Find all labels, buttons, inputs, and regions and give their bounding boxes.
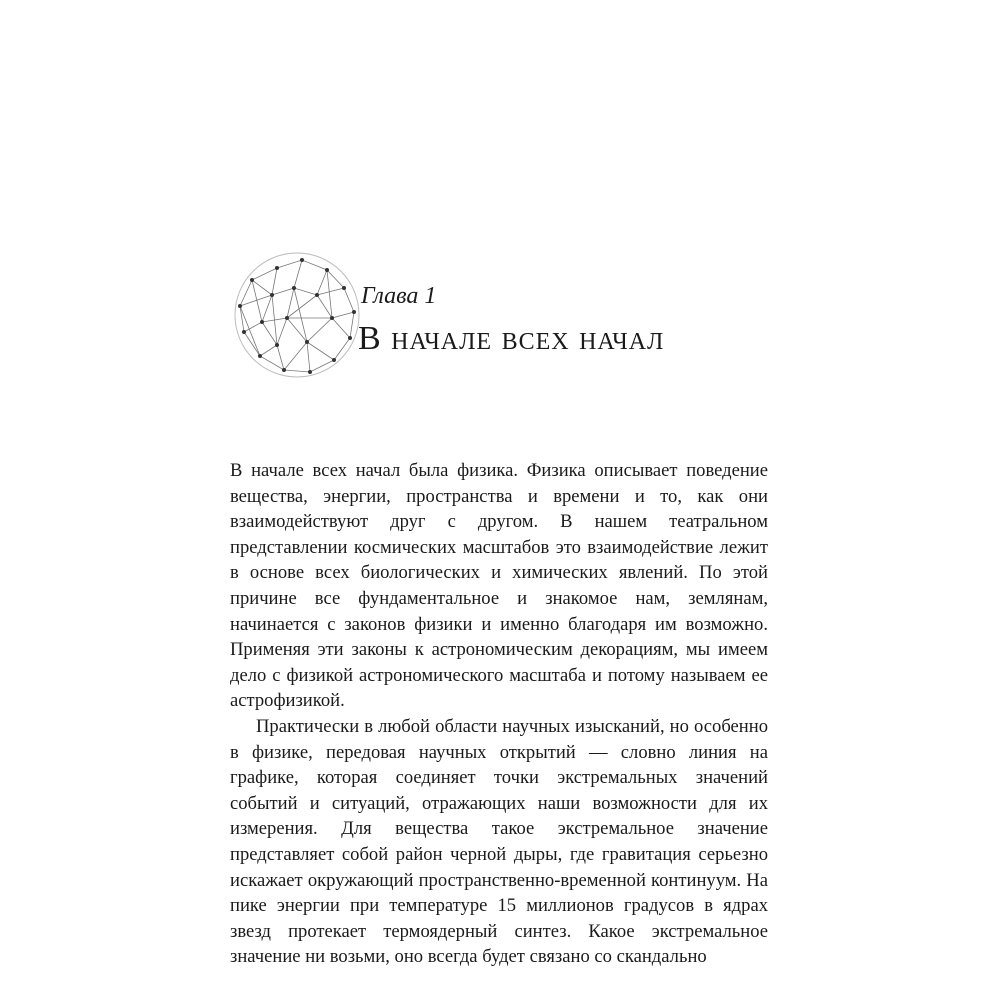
body-text (230, 458, 768, 970)
chapter-header (232, 250, 792, 380)
paragraph-1: В начале всех начал была физика. Физика описывает поведение вещества, энергии, пространства и времени и то, как они взаимодействуют друг с другом. В нашем театральном представлении космических масштабов это взаимодействие лежит в основе всех биологических и химических явлений. По этой причине все фундаментальное и знакомое нам, землянам, начинается с законов физики и именно благодаря им возможно. Применяя эти законы к астрономическим декорациям, мы имеем дело с физикой астрономического масштаба и потому называем ее астрофизикой. (230, 460, 768, 712)
chapter-label: Глава 1 (361, 283, 437, 309)
paragraph-2: Практически в любой области научных изысканий, но особенно в физике, передовая научных открытий — словно линия на графике, которая соединяет точки экстремальных значений событий и ситуаций, отражающих наши возможности для их измерения. Для вещества такое экстремальное значение представляет собой район черной дыры, где гравитация серьезно искажает окружающий пространственно-временной континуум. На пике энергии при температуре 15 миллионов градусов в ядрах звезд протекает термоядерный синтез. Какое экстремальное значение ни возьми, оно всегда будет связано со скандально (230, 715, 768, 968)
chapter-title: В начале всех начал (358, 320, 665, 357)
wireframe-globe-icon (232, 250, 362, 380)
